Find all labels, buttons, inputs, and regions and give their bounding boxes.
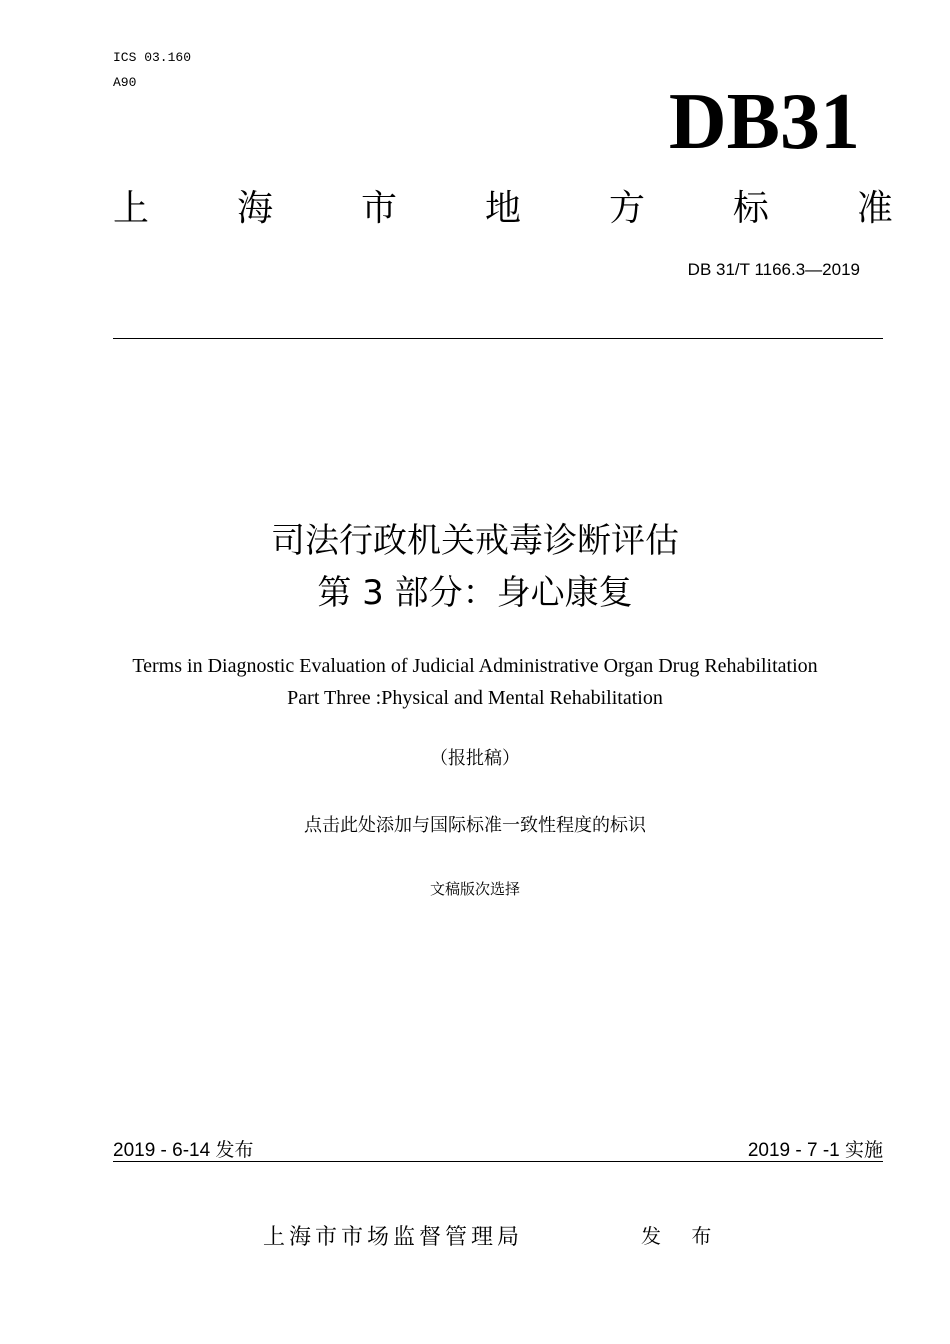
standard-type-char: 准 bbox=[856, 188, 893, 229]
draft-status: （报批稿） bbox=[430, 748, 520, 769]
footer-divider bbox=[113, 1161, 883, 1162]
issue-label: 发 布 bbox=[641, 1224, 724, 1248]
standard-type-char: 方 bbox=[608, 188, 645, 229]
consistency-note[interactable]: 点击此处添加与国际标准一致性程度的标识 bbox=[304, 815, 646, 836]
standard-type-char: 上 bbox=[113, 188, 150, 229]
issue-date: 2019 - 6-14 发布 bbox=[113, 1140, 254, 1161]
version-select[interactable]: 文稿版次选择 bbox=[429, 880, 520, 898]
standard-type-char: 标 bbox=[732, 188, 769, 229]
implementation-date: 2019 - 7 -1 实施 bbox=[747, 1140, 883, 1161]
chinese-title bbox=[0, 515, 950, 619]
standard-type-char: 市 bbox=[360, 188, 397, 229]
chinese-title-line2: 第 3 部分：身心康复 bbox=[317, 573, 633, 613]
standard-type-char: 海 bbox=[236, 188, 273, 229]
classification-code: A90 bbox=[113, 75, 137, 90]
standard-type-char: 地 bbox=[484, 188, 521, 229]
english-title-line2: Part Three :Physical and Mental Rehabilitation bbox=[287, 687, 663, 709]
header-divider bbox=[113, 338, 883, 339]
issuing-authority: 上海市市场监督管理局 bbox=[263, 1225, 524, 1250]
english-title bbox=[0, 650, 950, 714]
english-title-line1: Terms in Diagnostic Evaluation of Judicial Administrative Organ Drug Rehabilitation bbox=[132, 655, 818, 677]
standard-code: DB 31/T 1166.3—2019 bbox=[687, 260, 860, 279]
ics-code: ICS 03.160 bbox=[113, 50, 192, 65]
standard-type bbox=[113, 185, 893, 233]
db-mark: DB31 bbox=[668, 78, 860, 166]
chinese-title-line1: 司法行政机关戒毒诊断评估 bbox=[271, 521, 679, 561]
